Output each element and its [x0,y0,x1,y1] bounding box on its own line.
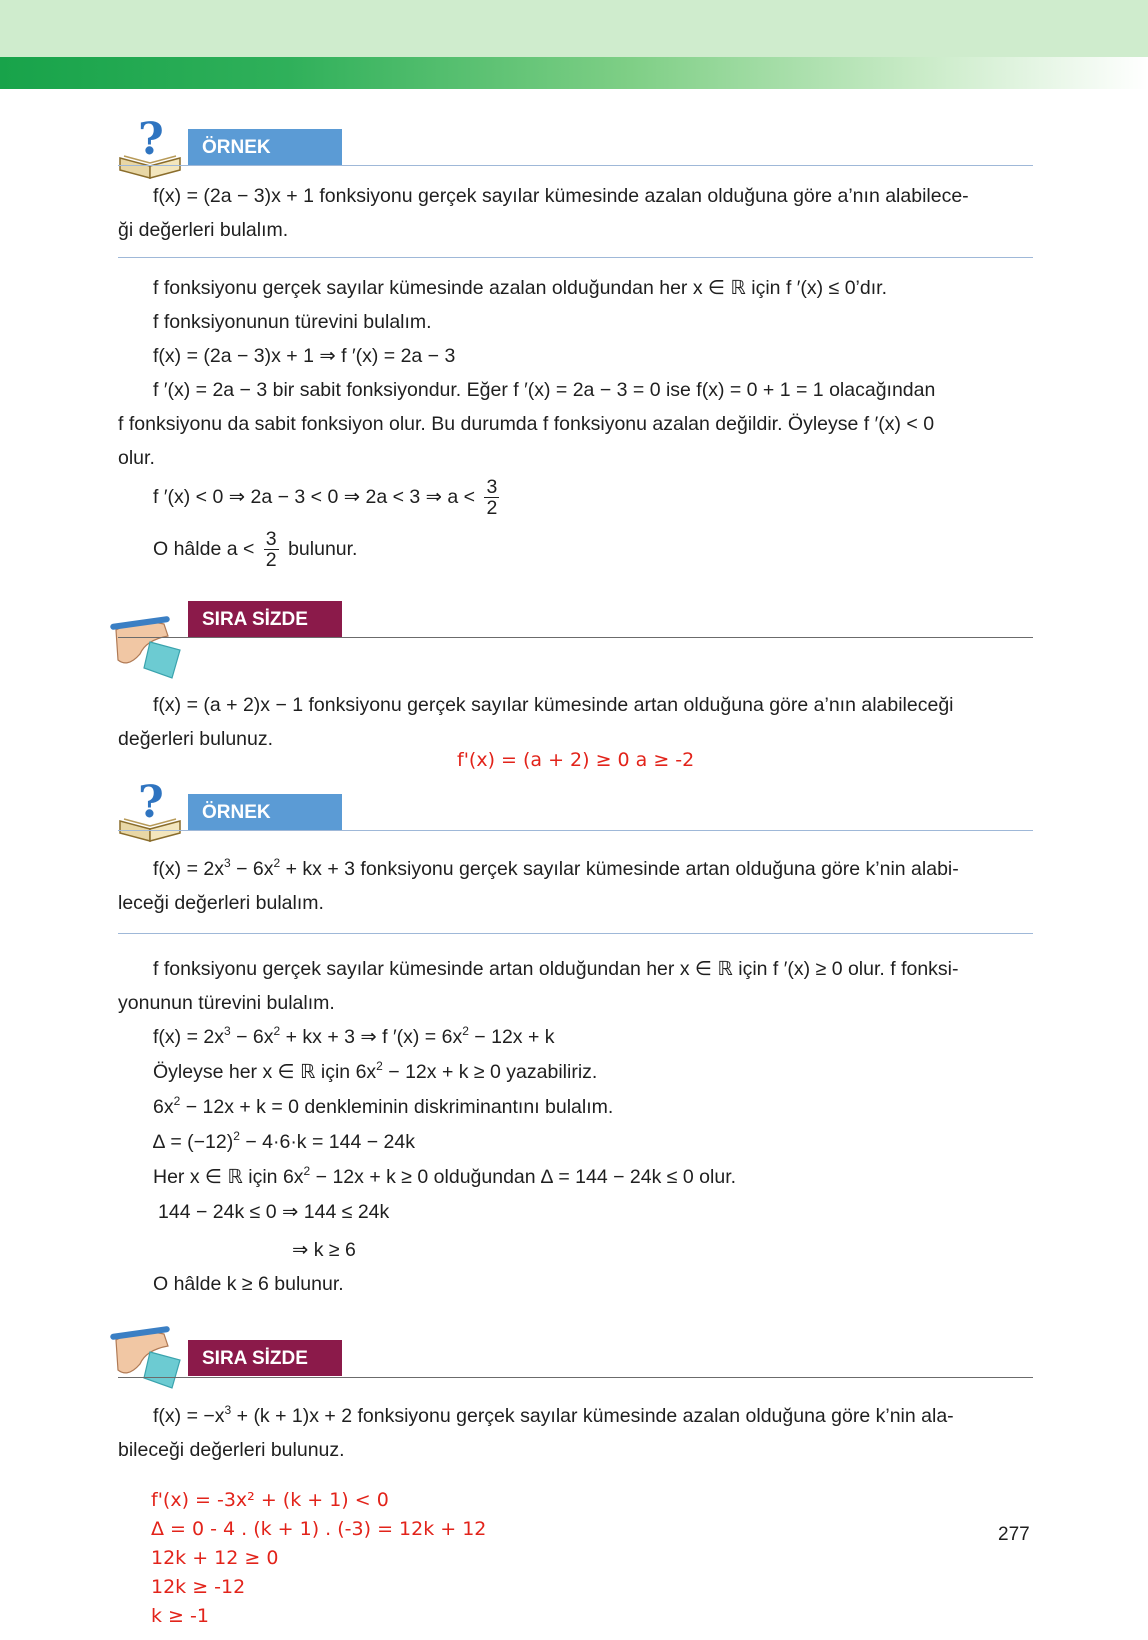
section-rule [118,1377,1033,1378]
sira-sizde-label: SIRA SİZDE [188,601,342,637]
svg-text:?: ? [138,777,164,828]
question-rule [118,933,1033,934]
handwritten-answer-line: Δ = 0 - 4 . (k + 1) . (-3) = 12k + 12 [151,1518,487,1540]
solution-text: f fonksiyonu da sabit fonksiyon olur. Bu durumda f fonksiyonu azalan değildir. Öyleyse f ′(x) < 0 [118,413,935,435]
solution-text: olur. [118,447,155,469]
open-book-question-icon [116,112,186,182]
section-rule [118,165,1033,166]
solution-text: yonunun türevini bulalım. [118,992,335,1014]
solution-text: O hâlde k ≥ 6 bulunur. [153,1273,344,1295]
solution-text: f(x) = (2a − 3)x + 1 ⇒ f ′(x) = 2a − 3 [153,345,456,367]
svg-text:?: ? [138,114,164,165]
section-rule [118,830,1033,831]
ornek-label: ÖRNEK [188,794,342,830]
question-text: f(x) = (2a − 3)x + 1 fonksiyonu gerçek sayılar kümesinde azalan olduğuna göre a’nın alabilece- [153,185,969,207]
fraction-denominator: 2 [486,497,498,520]
solution-text: f fonksiyonu gerçek sayılar kümesinde azalan olduğundan her x ∈ ℝ için f ′(x) ≤ 0’dır. [153,277,887,299]
inequality-line [153,476,1068,518]
question-text: değerleri bulunuz. [118,728,274,750]
solution-text: f fonksiyonunun türevini bulalım. [153,311,432,333]
inequality-text: f ′(x) < 0 ⇒ 2a − 3 < 0 ⇒ 2a < 3 ⇒ a < [153,486,476,508]
section-rule [118,637,1033,638]
question-text: leceği değerleri bulalım. [118,892,324,914]
hand-pen-icon [106,610,186,680]
fraction [264,529,279,570]
fraction-numerator: 3 [265,528,277,551]
solution-text: Her x ∈ ℝ için $6x^2 - 12x + k \ge 0$ olduğundan ∆ = 144 − 24k ≤ 0 olur. [153,1164,737,1188]
result-line [153,528,1068,570]
question-text: $f(x) = -x^3 + (k + 1)x + 2$ fonksiyonu gerçek sayılar kümesinde azalan olduğuna göre k’nin ala- [153,1403,954,1427]
question-text: $f(x) = 2x^3 - 6x^2$ + kx + 3 fonksiyonu gerçek sayılar kümesinde artan olduğuna göre k’nin alabi- [153,856,959,880]
sira-sizde-label: SIRA SİZDE [188,1340,342,1376]
result-text: O hâlde a < [153,538,255,560]
hand-pen-icon [106,1320,186,1390]
solution-text: ∆ = $(-12)^2 - 4\cdot 6\cdot k = 144 - 24k$ [153,1129,415,1153]
solution-text: $f(x) = 2x^3 - 6x^2$ + kx + 3 ⇒ f $'(x) = 6x^2 - 12x + k$ [153,1024,555,1048]
open-book-question-icon [116,775,186,845]
handwritten-answer-line: k ≥ -1 [151,1605,209,1627]
question-text: ği değerleri bulalım. [118,219,289,241]
solution-text: ⇒ k ≥ 6 [292,1239,356,1261]
question-text: f(x) = (a + 2)x − 1 fonksiyonu gerçek sayılar kümesinde artan olduğuna göre a’nın alabileceği [153,694,954,716]
handwritten-answer-line: f'(x) = -3x² + (k + 1) < 0 [151,1489,389,1511]
handwritten-answer-line: 12k ≥ -12 [151,1576,246,1598]
solution-text: f fonksiyonu gerçek sayılar kümesinde artan olduğundan her x ∈ ℝ için f ′(x) ≥ 0 olur. f fonksi- [153,958,959,980]
fraction-denominator: 2 [265,549,277,572]
solution-text: $6x^2 - 12x + k = 0$ denkleminin diskriminantını bulalım. [153,1094,614,1118]
ornek-label: ÖRNEK [188,129,342,165]
question-text: bileceği değerleri bulunuz. [118,1439,345,1461]
fraction-numerator: 3 [486,476,498,499]
question-rule [118,257,1033,258]
solution-text: 144 − 24k ≤ 0 ⇒ 144 ≤ 24k [158,1201,390,1223]
result-text: bulunur. [288,538,358,560]
handwritten-answer-line: 12k + 12 ≥ 0 [151,1547,279,1569]
fraction [484,477,499,518]
page-number: 277 [998,1524,1030,1545]
header-band [0,0,1148,57]
handwritten-answer: f'(x) = (a + 2) ≥ 0 a ≥ -2 [457,749,695,771]
solution-text: f ′(x) = 2a − 3 bir sabit fonksiyondur. Eğer f ′(x) = 2a − 3 = 0 ise f(x) = 0 + 1 = 1 olacağından [153,379,936,401]
solution-text: Öyleyse her x ∈ ℝ için $6x^2 - 12x + k \ge 0$ yazabiliriz. [153,1059,598,1083]
header-stripe [0,57,1148,89]
